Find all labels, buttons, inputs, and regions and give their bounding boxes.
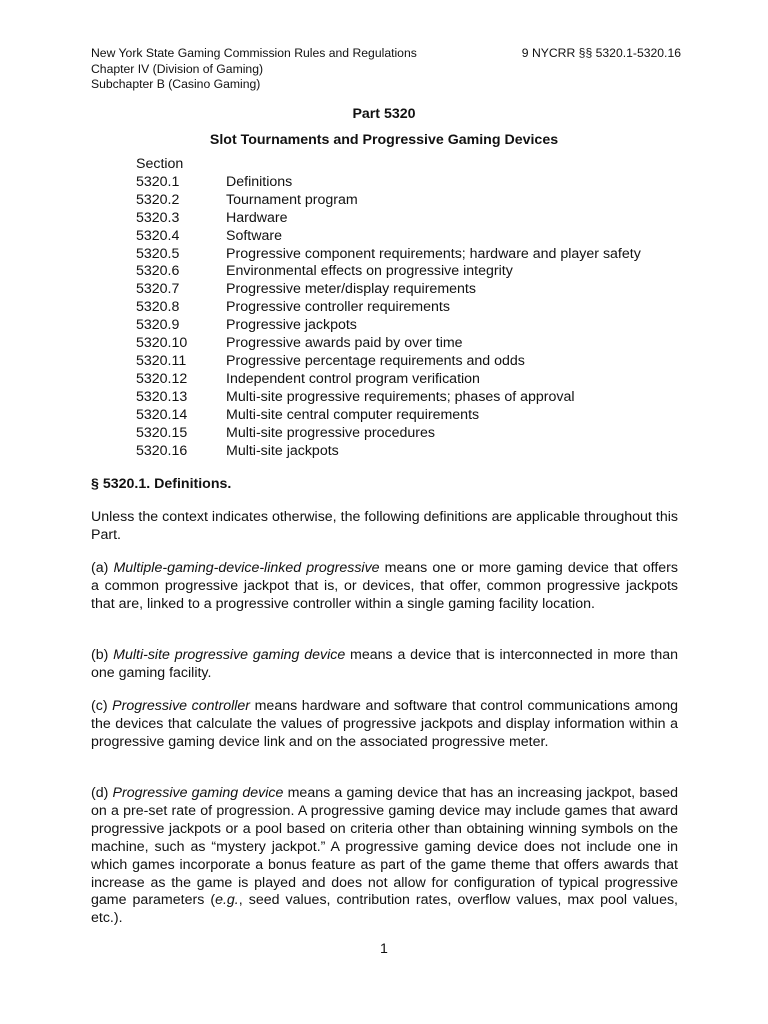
toc-row — [136, 425, 641, 443]
toc-row — [136, 192, 641, 210]
toc-section-title: Hardware — [226, 209, 288, 226]
definition-c — [91, 698, 678, 752]
toc-section-number: 5320.9 — [136, 317, 180, 334]
header-citation: 9 NYCRR §§ 5320.1-5320.16 — [521, 46, 681, 60]
header-line-chapter: Chapter IV (Division of Gaming) — [91, 61, 264, 76]
toc-section-number: 5320.6 — [136, 263, 180, 280]
toc-section-number: 5320.13 — [136, 388, 188, 405]
toc-row — [136, 210, 641, 228]
toc-row — [136, 299, 641, 317]
toc-section-number: 5320.12 — [136, 370, 188, 387]
toc-section-number: 5320.2 — [136, 191, 180, 208]
toc-row — [136, 335, 641, 353]
toc-section-number: 5320.14 — [136, 406, 188, 423]
intro-paragraph: Unless the context indicates otherwise, the following definitions are applicable throughout this Part. — [91, 509, 678, 543]
toc-row — [136, 174, 641, 192]
definition-text-tail: , seed values, contribution rates, overflow values, max pool values, etc.). — [91, 892, 678, 927]
toc-label: Section — [136, 156, 184, 172]
toc-section-title: Progressive awards paid by over time — [226, 335, 463, 352]
header-line-agency: New York State Gaming Commission Rules and Regulations — [91, 46, 417, 60]
toc-row — [136, 353, 641, 371]
toc-rows — [136, 174, 641, 461]
definition-label: (b) — [91, 647, 114, 663]
toc-row — [136, 228, 641, 246]
definition-label: (d) — [91, 785, 113, 801]
toc-section-number: 5320.10 — [136, 335, 188, 352]
section-heading: § 5320.1. Definitions. — [91, 476, 232, 492]
toc-section-title: Software — [226, 227, 282, 244]
toc-section-title: Progressive jackpots — [226, 317, 357, 334]
toc-row — [136, 317, 641, 335]
toc-section-number: 5320.4 — [136, 227, 180, 244]
toc-row — [136, 371, 641, 389]
toc-section-number: 5320.15 — [136, 424, 188, 441]
definition-d — [91, 785, 678, 928]
toc-row — [136, 281, 641, 299]
toc-section-number: 5320.11 — [136, 352, 187, 369]
definition-label: (a) — [91, 560, 114, 576]
definition-text: means one or more gaming device that offers a common progressive jackpot that is, or devices, that offer, common progressive jackpots that are, linked to a progressive controller within a single gaming facility location. — [91, 560, 678, 612]
toc-row — [136, 389, 641, 407]
toc-section-title: Progressive component requirements; hardware and player safety — [226, 245, 641, 262]
toc-section-title: Multi-site jackpots — [226, 442, 339, 459]
toc-section-title: Independent control program verification — [226, 370, 480, 387]
toc-section-number: 5320.1 — [136, 173, 180, 190]
definition-text: means a device that is interconnected in more than one gaming facility. — [91, 647, 678, 681]
toc-section-number: 5320.5 — [136, 245, 180, 262]
toc-section-title: Tournament program — [226, 191, 358, 208]
toc-section-title: Environmental effects on progressive integrity — [226, 263, 513, 280]
definition-term: Multi-site progressive gaming device — [113, 647, 346, 663]
toc-section-number: 5320.7 — [136, 281, 180, 298]
definition-term: Progressive gaming device — [112, 785, 284, 801]
toc-section-number: 5320.16 — [136, 442, 188, 459]
definition-text: means a gaming device that has an increasing jackpot, based on a pre-set rate of progression. A progressive gaming device may include games that award progressive jackpots or a pool based on criteria other than obtaining winning symbols on the machine, such as “mystery jackpot.” A progressive gaming device does not include one in which games incorporate a bonus feature as part of the game theme that offers awards that increase as the game is played and does not allow for configuration of typical progressive game parameters ( — [91, 785, 678, 909]
definition-a — [91, 560, 678, 614]
toc-section-title: Progressive percentage requirements and odds — [226, 352, 525, 369]
toc-section-number: 5320.8 — [136, 299, 180, 316]
part-subtitle: Slot Tournaments and Progressive Gaming Devices — [209, 132, 559, 148]
toc-section-title: Multi-site central computer requirements — [226, 406, 480, 423]
page-number: 1 — [380, 941, 388, 957]
toc-row — [136, 263, 641, 281]
page-header — [91, 46, 681, 93]
toc-section-title: Progressive controller requirements — [226, 299, 450, 316]
toc-row — [136, 407, 641, 425]
toc-section-title: Definitions — [226, 173, 293, 190]
part-title: Part 5320 — [352, 106, 416, 122]
definition-term: Progressive controller — [112, 698, 251, 714]
toc-section-number: 5320.3 — [136, 209, 180, 226]
toc-row — [136, 443, 641, 461]
definition-label: (c) — [91, 698, 113, 714]
toc-section-title: Progressive meter/display requirements — [226, 281, 476, 298]
toc-section-title: Multi-site progressive procedures — [226, 424, 435, 441]
table-of-contents — [136, 156, 641, 460]
header-line-subchapter: Subchapter B (Casino Gaming) — [91, 77, 261, 91]
definition-b — [91, 647, 678, 683]
definition-term: Multiple-gaming-device-linked progressive — [113, 560, 380, 576]
toc-section-title: Multi-site progressive requirements; phases of approval — [226, 388, 575, 405]
toc-row — [136, 246, 641, 264]
definition-eg: e.g. — [215, 892, 239, 909]
definition-text: means hardware and software that control communications among the devices that calculate the values of progressive jackpots and display information within a progressive gaming device link and on the associated progressive meter. — [91, 698, 678, 750]
